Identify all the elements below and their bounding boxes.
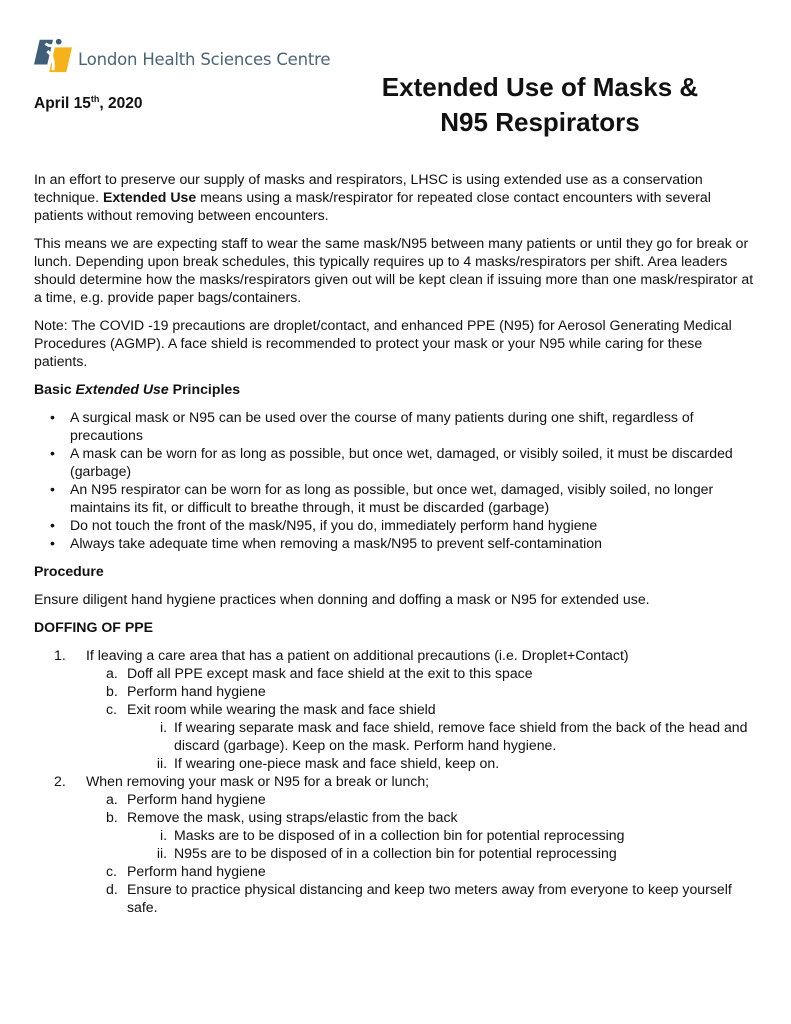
procedure-text: Ensure diligent hand hygiene practices when donning and doffing a mask or N95 for extended use. (34, 591, 650, 607)
substep (86, 808, 754, 862)
page-title (340, 70, 740, 140)
substeps (86, 790, 754, 916)
sub-substep (127, 718, 754, 754)
roman-numeral: ii. (156, 755, 167, 771)
date-year: , 2020 (99, 95, 143, 113)
substep (86, 664, 754, 682)
sub-substep-text: If wearing separate mask and face shield, remove face shield from the back of the head and discard (garbage). Keep on the mask. Perform hand hygiene. (174, 719, 748, 753)
intro-text: In an effort to preserve our supply of masks and respirators, LHSC is using extended use as a conservation technique. (34, 171, 703, 205)
doffing-steps (34, 646, 754, 916)
substep (86, 880, 754, 916)
principles-heading-end: Principles (168, 381, 241, 397)
document-date (34, 94, 142, 113)
list-item: • A mask can be worn for as long as possible, but once wet, damaged, or visibly soiled, it must be discarded (garbage) (34, 444, 754, 480)
substep-letter: a. (106, 665, 118, 681)
substep-text: Exit room while wearing the mask and face shield (127, 701, 436, 717)
substep-letter: c. (106, 863, 117, 879)
sub-substep-text: If wearing one-piece mask and face shield, keep on. (174, 755, 500, 771)
doffing-step (34, 772, 754, 916)
roman-numeral: ii. (156, 845, 167, 861)
intro-paragraph (34, 170, 754, 224)
intro-text-end: means using a mask/respirator for repeated close contact encounters with several patients without removing between encounters. (34, 189, 711, 223)
expectation-paragraph: This means we are expecting staff to wear the same mask/N95 between many patients or until they go for break or lunch. Depending upon break schedules, this typically requires up to 4 masks/respirators per shift. Area leaders should determine how the masks/respirators given out will be kept clean if issuing more than one mask/respirator at a time, e.g. provide paper bags/containers. (34, 235, 754, 305)
substep (86, 682, 754, 700)
doffing-heading: DOFFING OF PPE (34, 619, 154, 635)
substep-text: Perform hand hygiene (127, 791, 266, 807)
substep-text: Remove the mask, using straps/elastic from the back (127, 809, 458, 825)
list-item: • Do not touch the front of the mask/N95, if you do, immediately perform hand hygiene (34, 516, 754, 534)
principles-heading-italic: Extended Use (75, 381, 169, 397)
sub-substep-text: Masks are to be disposed of in a collection bin for potential reprocessing (174, 827, 625, 843)
substep-text: Perform hand hygiene (127, 683, 266, 699)
sub-substep-text: N95s are to be disposed of in a collection bin for potential reprocessing (174, 845, 617, 861)
date-suffix: th (90, 94, 100, 104)
step-text: When removing your mask or N95 for a break or lunch; (86, 773, 430, 789)
doffing-step (34, 646, 754, 772)
substep-text: Ensure to practice physical distancing and keep two meters away from everyone to keep yourself safe. (127, 881, 732, 915)
sub-substep (127, 754, 754, 772)
sub-substep (127, 844, 754, 862)
list-item: • An N95 respirator can be worn for as long as possible, but once wet, damaged, visibly soiled, no longer maintains its fit, or difficult to breathe through, it must be discarded (garbage) (34, 480, 754, 516)
step-text: If leaving a care area that has a patient on additional precautions (i.e. Droplet+Contact) (86, 647, 629, 663)
principles-heading (34, 380, 754, 398)
substep-text: Perform hand hygiene (127, 863, 266, 879)
date-main: April 15 (34, 95, 91, 113)
substep (86, 862, 754, 880)
principles-heading-start: Basic (34, 381, 76, 397)
substep-letter: b. (106, 683, 118, 699)
intro-bold-term: Extended Use (102, 189, 197, 205)
sub-substeps (127, 718, 754, 772)
roman-numeral: i. (159, 719, 167, 735)
sub-substep (127, 826, 754, 844)
substep-text: Doff all PPE except mask and face shield at the exit to this space (127, 665, 533, 681)
substep-letter: d. (106, 881, 118, 897)
step-number: 2. (54, 773, 66, 789)
logo-text: London Health Sciences Centre (78, 49, 331, 69)
substep-letter: b. (106, 809, 118, 825)
substep (86, 790, 754, 808)
title-line-2: N95 Respirators (440, 107, 640, 137)
roman-numeral: i. (159, 827, 167, 843)
substep-letter: a. (106, 791, 118, 807)
list-item: • Always take adequate time when removing a mask/N95 to prevent self-contamination (34, 534, 754, 552)
sub-substeps (127, 826, 754, 862)
note-paragraph: Note: The COVID -19 precautions are droplet/contact, and enhanced PPE (N95) for Aerosol Generating Medical Procedures (AGMP). A face shield is recommended to protect your mask or your N95 while caring for these patients. (34, 317, 732, 369)
principles-list (34, 408, 754, 552)
substep-letter: c. (106, 701, 117, 717)
substeps (86, 664, 754, 772)
list-item: • A surgical mask or N95 can be used over the course of many patients during one shift, regardless of precautions (34, 408, 754, 444)
step-number: 1. (54, 647, 66, 663)
procedure-heading: Procedure (34, 563, 104, 579)
document-body (34, 170, 754, 916)
lhsc-logo-icon (34, 36, 72, 74)
substep (86, 700, 754, 772)
title-line-1: Extended Use of Masks & (381, 72, 699, 102)
lhsc-logo (34, 36, 330, 74)
